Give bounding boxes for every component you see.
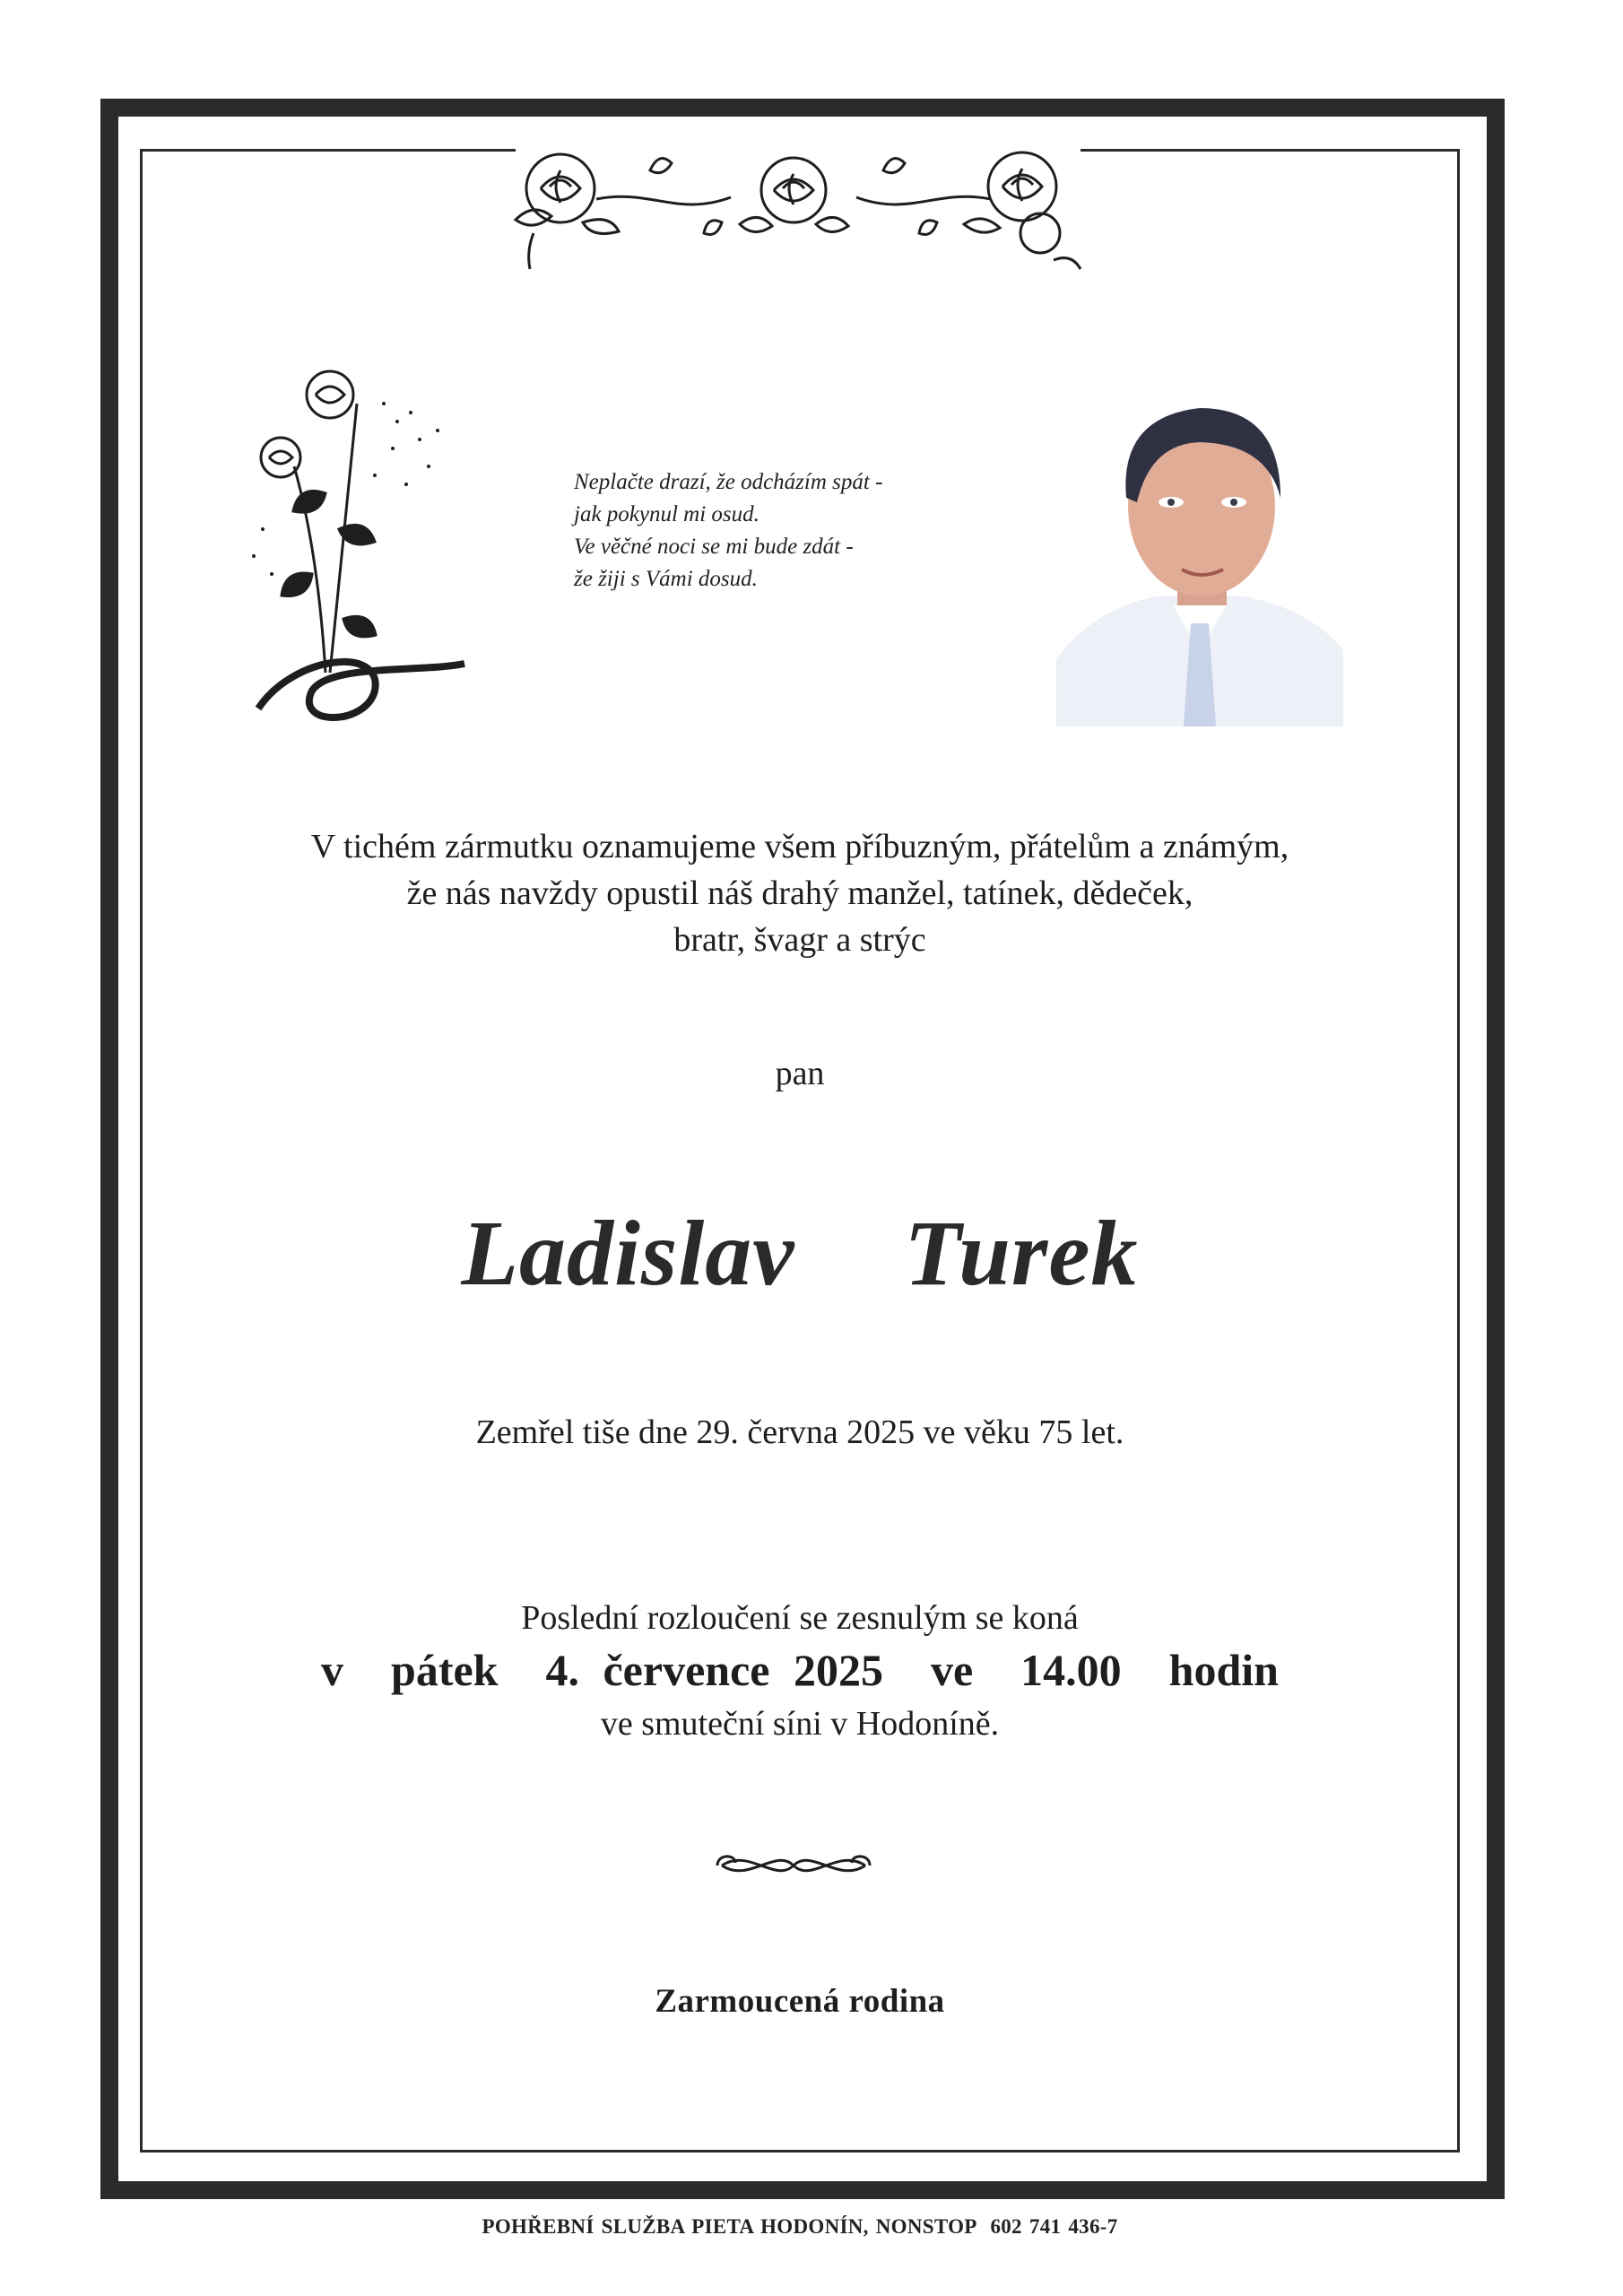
rose-garland-ornament	[498, 135, 1089, 274]
family-signature: Zarmoucená rodina	[655, 1983, 945, 2020]
farewell-intro: Poslední rozloučení se zesnulým se koná	[521, 1599, 1079, 1637]
funeral-service-footer: POHŘEBNÍ SLUŽBA PIETA HODONÍN, NONSTOP 602 741 436-7	[482, 2215, 1118, 2238]
rose-bouquet-ornament	[240, 350, 473, 753]
announcement-line: že nás navždy opustil náš drahý manžel, tatínek, dědeček,	[406, 874, 1193, 912]
farewell-datetime: v pátek 4. července 2025 ve 14.00 hodin	[321, 1645, 1279, 1695]
farewell-place: ve smuteční síni v Hodoníně.	[600, 1705, 1000, 1743]
poem-line: jak pokynul mi osud.	[574, 502, 759, 526]
death-notice: Zemřel tiše dne 29. června 2025 ve věku 75 let.	[475, 1413, 1124, 1451]
deceased-name: Ladislav Turek	[461, 1202, 1139, 1305]
announcement-line: bratr, švagr a strýc	[673, 921, 926, 959]
poem-line: Neplačte drazí, že odcházím spát -	[574, 470, 883, 494]
deceased-portrait-photo	[1056, 381, 1343, 726]
memorial-poem	[574, 466, 968, 596]
title-prefix: pan	[775, 1055, 825, 1092]
flourish-divider-ornament	[713, 1843, 874, 1888]
announcement-text	[140, 823, 1460, 963]
poem-line: že žiji s Vámi dosud.	[574, 567, 758, 591]
announcement-line: V tichém zármutku oznamujeme všem příbuzným, přátelům a známým,	[310, 828, 1289, 865]
poem-line: Ve věčné noci se mi bude zdát -	[574, 535, 854, 559]
